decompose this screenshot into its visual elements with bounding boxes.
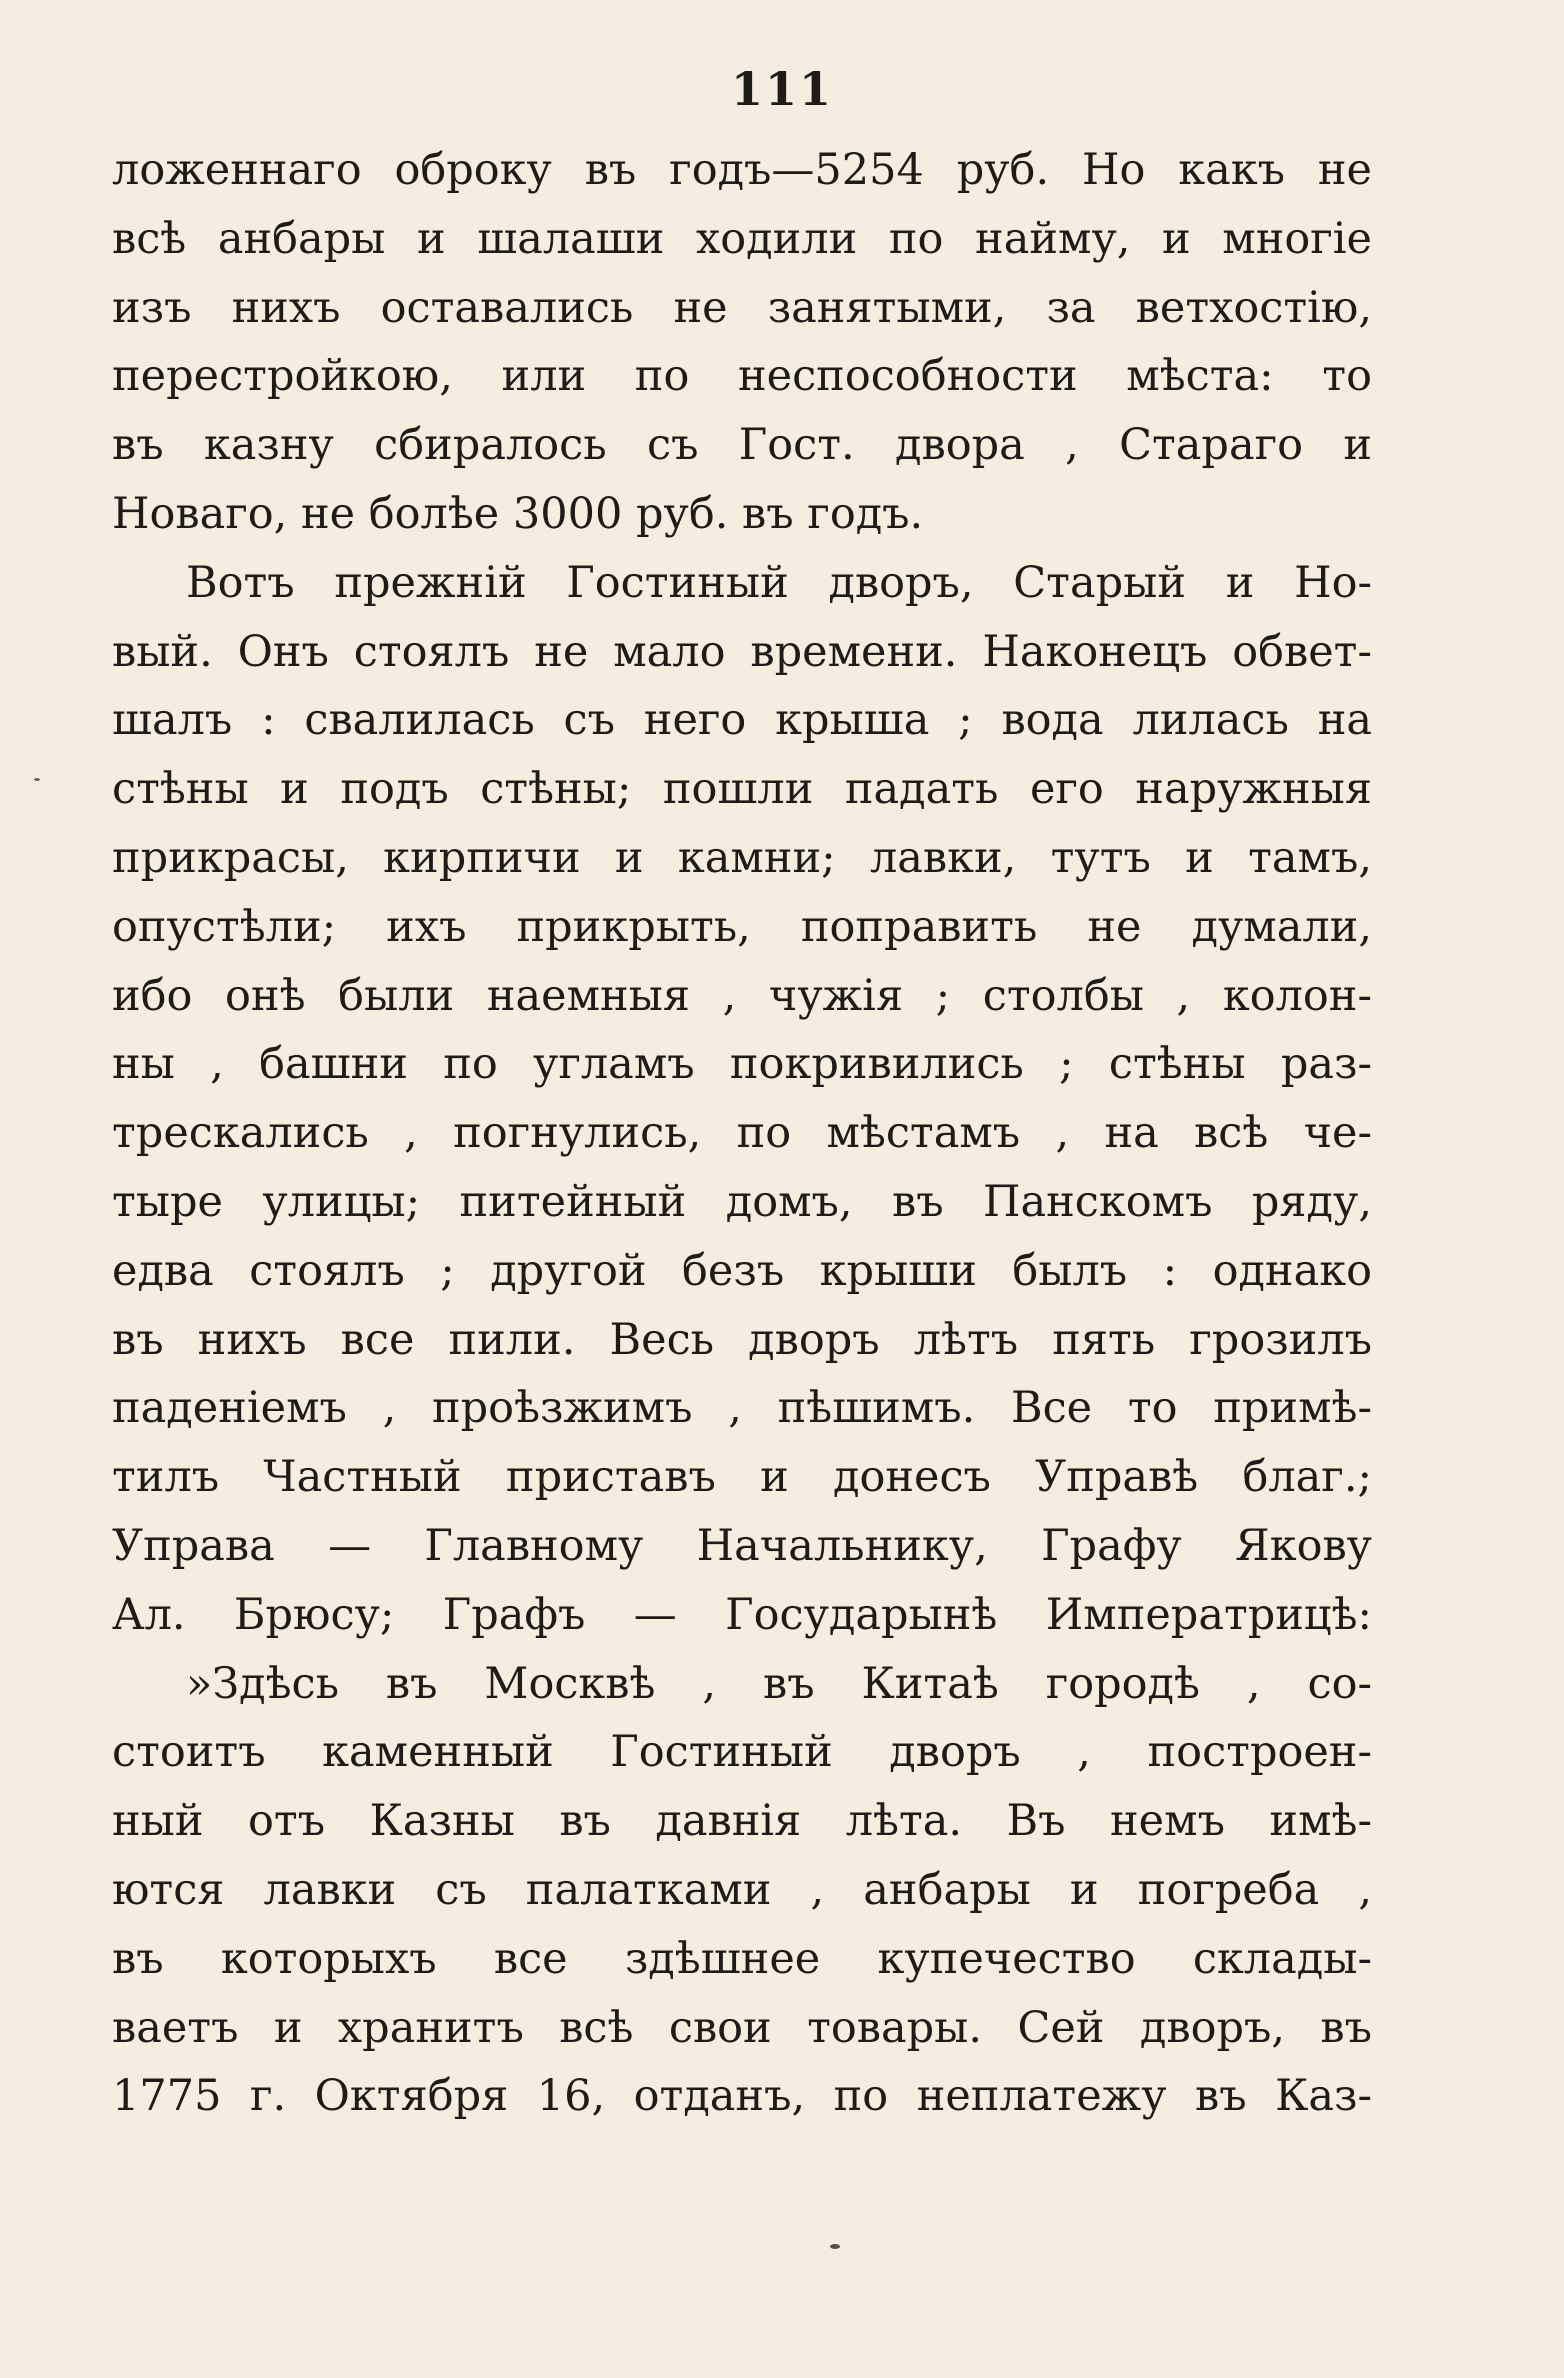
text-line: перестройкою, или по неспособности мѣста: то [112, 351, 1372, 402]
text-line: Вотъ прежній Гостиный дворъ, Старый и Но- [186, 557, 1372, 608]
text-line: 1775 г. Октября 16, отданъ, по неплатежу въ Каз- [112, 2071, 1372, 2122]
text-line: ибо онѣ были наемныя , чужія ; столбы , колон- [112, 970, 1372, 1021]
text-line: вый. Онъ стоялъ не мало времени. Наконецъ обвет- [112, 626, 1372, 677]
text-line: опустѣли; ихъ прикрыть, поправить не думали, [112, 901, 1372, 952]
text-line: тыре улицы; питейный домъ, въ Панскомъ ряду, [112, 1176, 1372, 1227]
text-line: шалъ : свалилась съ него крыша ; вода лилась на [112, 695, 1372, 746]
text-line: прикрасы, кирпичи и камни; лавки, тутъ и тамъ, [112, 832, 1372, 883]
text-line: Ал. Брюсу; Графъ — Государынѣ Императрицѣ: [112, 1589, 1372, 1640]
text-line: трескались , погнулись, по мѣстамъ , на всѣ че- [112, 1108, 1372, 1159]
body-text [112, 136, 1372, 2131]
text-line: тилъ Частный приставъ и донесъ Управѣ благ.; [112, 1452, 1372, 1503]
ink-speck [34, 778, 40, 781]
text-line: всѣ анбары и шалаши ходили по найму, и многіе [112, 213, 1372, 264]
text-line: ны , башни по угламъ покривились ; стѣны раз- [112, 1039, 1372, 1090]
text-line: Управа — Главному Начальнику, Графу Якову [112, 1520, 1372, 1571]
text-line: едва стоялъ ; другой безъ крыши былъ : однако [112, 1245, 1372, 1296]
text-line: ложеннаго оброку въ годъ—5254 руб. Но какъ не [112, 145, 1372, 195]
text-line: стоитъ каменный Гостиный дворъ , построен- [112, 1727, 1372, 1778]
text-line: ются лавки съ палатками , анбары и погреба , [112, 1864, 1372, 1915]
page-number: 111 [730, 62, 834, 116]
text-line: въ нихъ все пили. Весь дворъ лѣтъ пять грозилъ [112, 1314, 1372, 1365]
text-line: ный отъ Казны въ давнія лѣта. Въ немъ имѣ- [112, 1796, 1372, 1847]
text-line: »Здѣсь въ Москвѣ , въ Китаѣ городѣ , со- [186, 1658, 1372, 1709]
ink-speck [830, 2244, 840, 2249]
text-line: ваетъ и хранитъ всѣ свои товары. Сей дворъ, въ [112, 2002, 1372, 2053]
text-line: стѣны и подъ стѣны; пошли падать его наружныя [112, 764, 1372, 815]
text-line: паденіемъ , проѣзжимъ , пѣшимъ. Все то примѣ- [112, 1383, 1372, 1434]
text-line: изъ нихъ оставались не занятыми, за ветхостію, [112, 282, 1372, 333]
text-line: Новаго, не болѣе 3000 руб. въ годъ. [112, 488, 924, 539]
text-line: въ казну сбиралось съ Гост. двора , Стараго и [112, 420, 1372, 471]
text-line: въ которыхъ все здѣшнее купечество склады- [112, 1933, 1372, 1984]
